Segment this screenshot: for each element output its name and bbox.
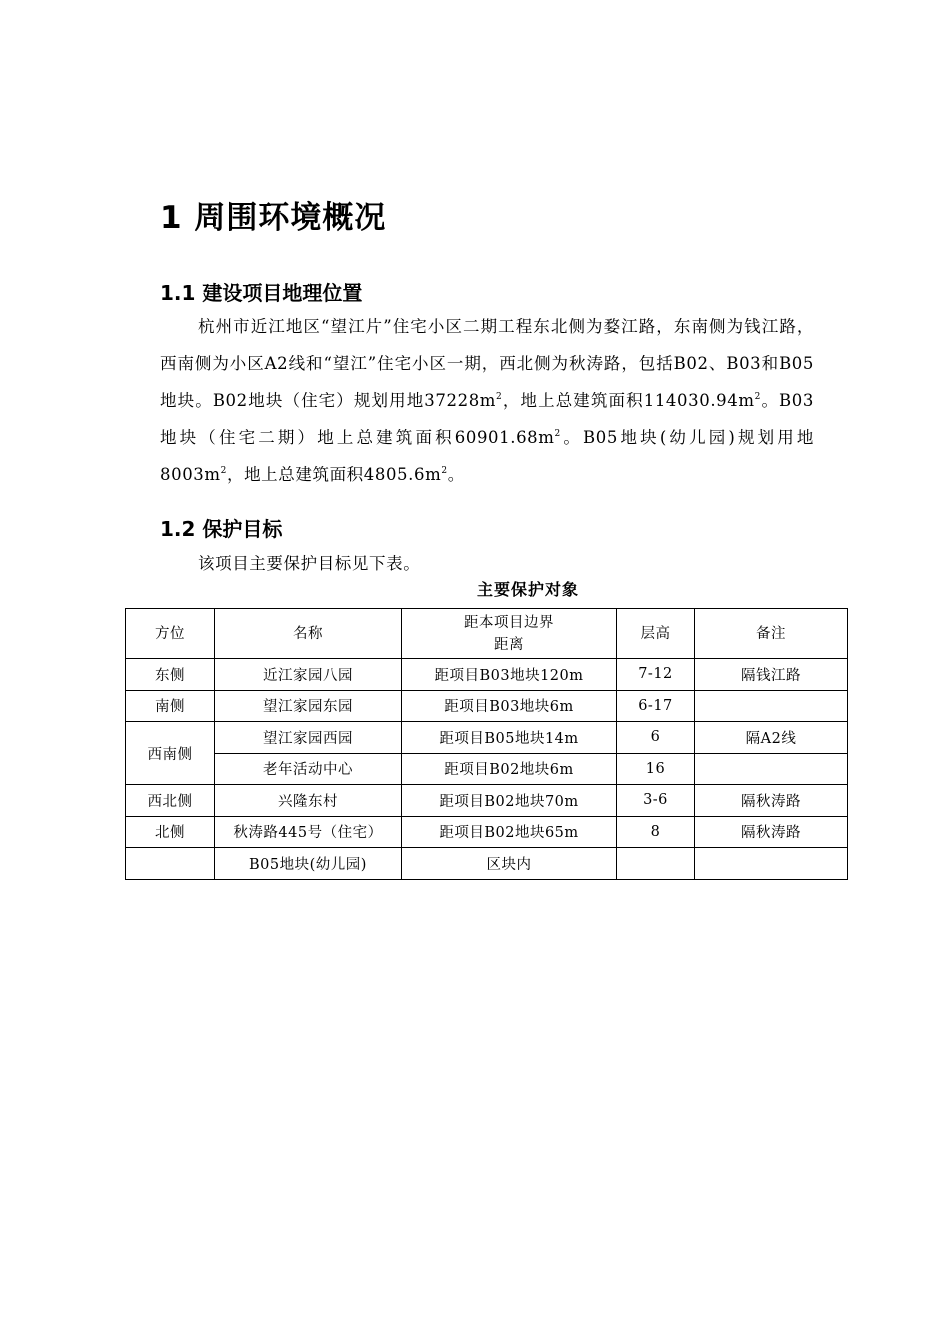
protection-intro: 该项目主要保护目标见下表。 — [198, 554, 421, 573]
cell-remark — [695, 690, 848, 722]
section-heading-location: 1.1 建设项目地理位置 — [160, 281, 363, 305]
cell-floors: 16 — [617, 753, 695, 785]
table-row — [126, 690, 848, 722]
cell-direction: 东侧 — [126, 659, 215, 691]
header-distance: 距本项目边界 距离 — [402, 609, 617, 659]
table-caption: 主要保护对象 — [476, 580, 579, 599]
cell-name: 秋涛路445号（住宅） — [215, 816, 402, 848]
cell-name: 兴隆东村 — [215, 785, 402, 817]
header-floors: 层高 — [617, 609, 695, 659]
cell-floors: 3-6 — [617, 785, 695, 817]
cell-remark: 隔A2线 — [695, 722, 848, 754]
cell-direction — [126, 848, 215, 880]
location-paragraph: 杭州市近江地区“望江片”住宅小区二期工程东北侧为婺江路，东南侧为钱江路，西南侧为小区A2线和“望江”住宅小区一期，西北侧为秋涛路，包括B02、B03和B05地块。B02地块（住宅）规划用地$37228m^2$，地上总建筑面积$114030.94m^2$。B03地块（住宅二期）地上总建筑面积$60901.68m^2$。B05地块(幼儿园)规划用地$8003m^2$，地上总建筑面积$4805.6m^2$。 — [160, 317, 815, 484]
cell-name: 望江家园西园 — [215, 722, 402, 754]
cell-direction: 西南侧 — [126, 722, 215, 785]
cell-distance: 距项目B02地块65m — [402, 816, 617, 848]
protection-targets-table — [125, 608, 848, 880]
cell-distance: 距项目B02地块70m — [402, 785, 617, 817]
cell-name: 望江家园东园 — [215, 690, 402, 722]
section-heading-protection: 1.2 保护目标 — [160, 517, 283, 541]
table-row — [126, 848, 848, 880]
cell-remark: 隔秋涛路 — [695, 785, 848, 817]
cell-floors — [617, 848, 695, 880]
table-row — [126, 659, 848, 691]
chapter-heading: 1 周围环境概况 — [160, 200, 387, 236]
cell-name: 老年活动中心 — [215, 753, 402, 785]
cell-distance: 距项目B03地块120m — [402, 659, 617, 691]
table-row — [126, 753, 848, 785]
cell-direction: 北侧 — [126, 816, 215, 848]
cell-direction: 西北侧 — [126, 785, 215, 817]
cell-floors: 6-17 — [617, 690, 695, 722]
cell-name: B05地块(幼儿园) — [215, 848, 402, 880]
cell-floors: 6 — [617, 722, 695, 754]
cell-distance: 距项目B05地块14m — [402, 722, 617, 754]
header-remark: 备注 — [695, 609, 848, 659]
cell-remark: 隔秋涛路 — [695, 816, 848, 848]
cell-distance: 距项目B02地块6m — [402, 753, 617, 785]
cell-distance: 区块内 — [402, 848, 617, 880]
table-header-row — [126, 609, 848, 659]
header-name: 名称 — [215, 609, 402, 659]
cell-remark — [695, 753, 848, 785]
table-row — [126, 816, 848, 848]
cell-floors: 8 — [617, 816, 695, 848]
header-direction: 方位 — [126, 609, 215, 659]
cell-remark — [695, 848, 848, 880]
cell-remark: 隔钱江路 — [695, 659, 848, 691]
cell-name: 近江家园八园 — [215, 659, 402, 691]
cell-floors: 7-12 — [617, 659, 695, 691]
table-row — [126, 785, 848, 817]
cell-direction: 南侧 — [126, 690, 215, 722]
table-row — [126, 722, 848, 754]
cell-distance: 距项目B03地块6m — [402, 690, 617, 722]
